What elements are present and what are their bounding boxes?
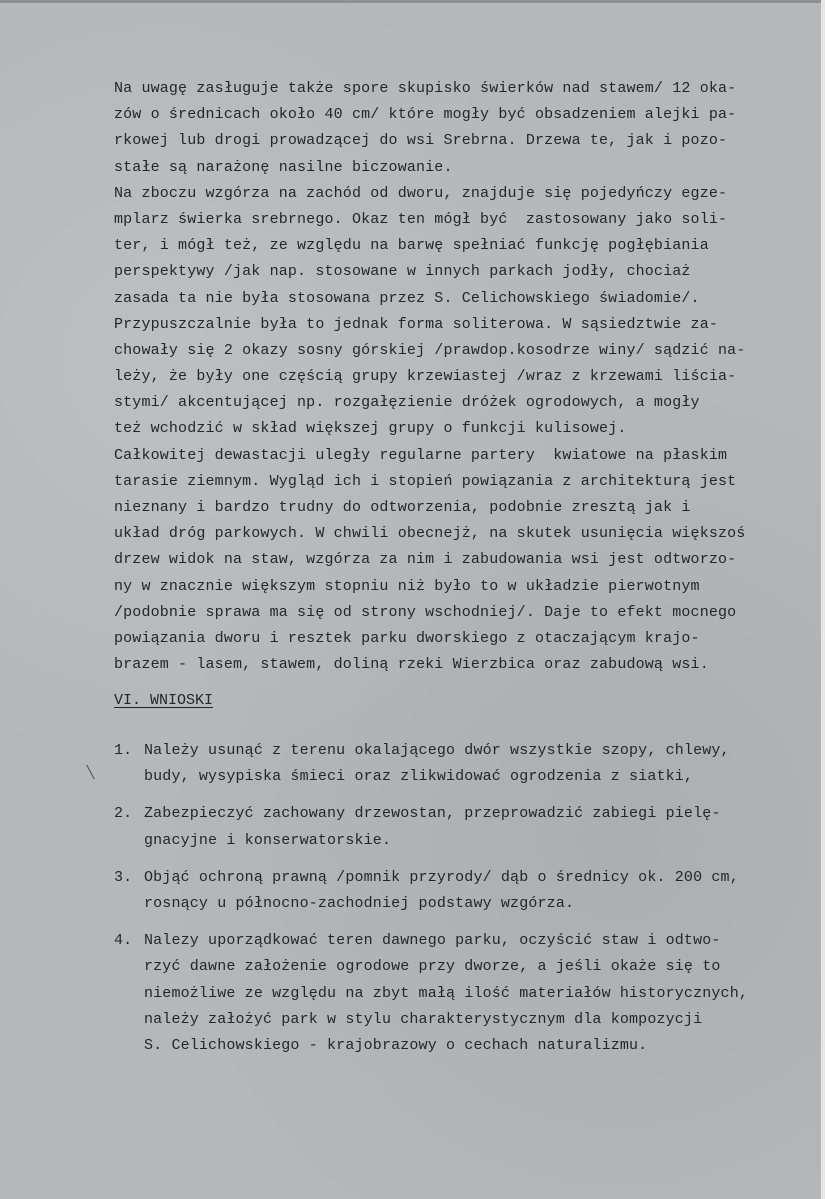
paragraph-line: mplarz świerka srebrnego. Okaz ten mógł być zastosowany jako soli- [114,210,728,228]
conclusion-line: należy założyć park w stylu charakterystycznym dla kompozycji [144,1010,703,1028]
conclusion-line: niemożliwe ze względu na zbyt małą ilość materiałów historycznych, [144,984,748,1002]
conclusion-item [114,801,819,853]
paragraph-line: perspektywy /jak nap. stosowane w innych parkach jodły, chociaż [114,263,691,281]
paragraph-line: Całkowitej dewastacji uległy regularne partery kwiatowe na płaskim [114,446,728,464]
conclusion-line: Nalezy uporządkować teren dawnego parku, oczyścić staw i odtwo- [144,932,721,950]
page-top-edge [0,0,825,3]
paragraph-line: też wchodzić w skład większej grupy o funkcji kulisowej. [114,420,627,438]
paragraph-line: ter, i mógł też, ze względu na barwę spełniać funkcję pogłębiania [114,237,709,255]
paragraph-line: chowały się 2 okazy sosny górskiej /prawdop.kosodrze winy/ sądzić na- [114,341,746,359]
conclusion-text [144,865,819,917]
paragraph-line: stałe są narażonę nasilne biczowanie. [114,158,453,176]
conclusion-line: budy, wysypiska śmieci oraz zlikwidować ogrodzenia z siatki, [144,768,694,786]
conclusion-line: rzyć dawne założenie ogrodowe przy dworze, a jeśli okaże się to [144,958,721,976]
conclusion-text [144,738,819,790]
conclusion-item [114,865,819,917]
main-paragraph [114,76,814,678]
paragraph-line: Na zboczu wzgórza na zachód od dworu, znajduje się pojedyńczy egze- [114,184,728,202]
conclusion-text [144,801,819,853]
conclusion-text [144,928,819,1059]
paragraph-line: ny w znacznie większym stopniu niż było to w układzie pierwotnym [114,577,700,595]
paragraph-line: powiązania dworu i resztek parku dworskiego z otaczającym krajo- [114,629,700,647]
conclusion-number: 1. [114,742,133,759]
conclusion-item [114,928,819,1059]
paragraph-line: zów o średnicach około 40 cm/ które mogły być obsadzeniem alejki pa- [114,106,737,124]
paragraph-line: układ dróg parkowych. W chwili obecnejż, na skutek usunięcia większoś [114,525,746,543]
conclusion-line: rosnący u północno-zachodniej podstawy wzgórza. [144,894,575,912]
paragraph-line: leży, że były one częścią grupy krzewiastej /wraz z krzewami liścia- [114,368,737,386]
paragraph-line: stymi/ akcentującej np. rozgałęzienie dróżek ogrodowych, a mogły [114,394,700,412]
conclusion-item [114,738,819,790]
paragraph-line: nieznany i bardzo trudny do odtworzenia, podobnie zresztą jak i [114,499,691,516]
paragraph-line: tarasie ziemnym. Wygląd ich i stopień powiązania z architekturą jest [114,472,737,490]
margin-pencil-mark [86,765,94,780]
paragraph-line: rkowej lub drogi prowadzącej do wsi Srebrna. Drzewa te, jak i pozo- [114,132,728,150]
paragraph-line: /podobnie sprawa ma się od strony wschodniej/. Daje to efekt mocnego [114,603,737,621]
conclusion-number: 2. [114,805,133,823]
conclusion-line: gnacyjne i konserwatorskie. [144,831,392,849]
conclusions-list [114,738,819,1070]
conclusion-number: 4. [114,932,133,950]
paragraph-line: drzew widok na staw, wzgórza za nim i zabudowania wsi jest odtworzo- [114,551,737,569]
paragraph-line: Na uwagę zasługuje także spore skupisko świerków nad stawem/ 12 oka- [114,80,737,97]
paragraph-line: Przypuszczalnie była to jednak forma soliterowa. W sąsiedztwie za- [114,315,718,333]
conclusion-line: Zabezpieczyć zachowany drzewostan, przeprowadzić zabiegi pielę- [144,805,721,823]
conclusion-line: Objąć ochroną prawną /pomnik przyrody/ dąb o średnicy ok. 200 cm, [144,868,739,886]
page-right-edge [821,0,825,1199]
conclusion-line: S. Celichowskiego - krajobrazowy o cechach naturalizmu. [144,1036,648,1054]
conclusion-number: 3. [114,868,133,886]
paragraph-line: zasada ta nie była stosowana przez S. Celichowskiego świadomie/. [114,289,700,307]
paragraph-line: brazem - lasem, stawem, doliną rzeki Wierzbica oraz zabudową wsi. [114,656,709,674]
section-heading: VI. WNIOSKI [114,692,214,709]
conclusion-line: Należy usunąć z terenu okalającego dwór wszystkie szopy, chlewy, [144,742,730,759]
